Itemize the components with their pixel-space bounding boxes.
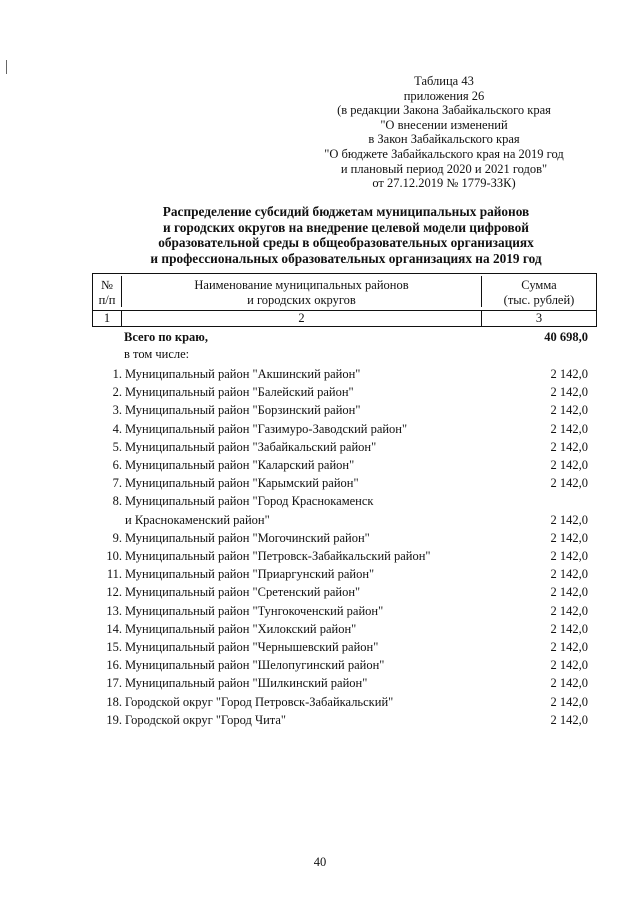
row-number: 4. (112, 421, 122, 436)
row-number: 15. (106, 640, 122, 655)
row-amount: 2 142,0 (550, 549, 588, 564)
table-row (92, 711, 595, 729)
total-label: Всего по краю, (124, 330, 208, 344)
row-number: 3. (112, 403, 122, 418)
header-line: "О бюджете Забайкальского края на 2019 год (324, 146, 564, 161)
row-number: 9. (112, 530, 122, 545)
row-amount: 2 142,0 (550, 585, 588, 600)
table-row (92, 401, 595, 419)
row-number: 7. (112, 476, 122, 491)
column-number: 2 (122, 311, 482, 326)
row-name: Муниципальный район "Шилкинский район" (125, 676, 368, 691)
row-name: Муниципальный район "Балейский район" (125, 385, 354, 400)
row-number: 1. (112, 367, 122, 381)
table-body (92, 330, 595, 729)
including-label: в том числе: (124, 347, 190, 361)
header-text: (тыс. рублей) (503, 292, 575, 307)
header-text: и городских округов (247, 292, 356, 307)
title-line: Распределение субсидий бюджетам муниципальных районов (162, 204, 530, 219)
header-line: приложения 26 (403, 88, 485, 103)
header-text: Наименование муниципальных районов (194, 278, 409, 292)
row-name-continuation: и Краснокаменский район" (125, 512, 270, 527)
table-row (92, 656, 595, 674)
table-row (92, 365, 595, 383)
row-amount: 2 142,0 (550, 458, 588, 473)
row-amount: 2 142,0 (550, 530, 588, 545)
row-name: Муниципальный район "Могочинский район" (125, 530, 370, 545)
table-row (92, 474, 595, 492)
row-name: Муниципальный район "Приаргунский район" (125, 567, 375, 582)
row-number: 11. (106, 567, 122, 582)
row-name: Муниципальный район "Сретенский район" (125, 585, 361, 600)
row-amount: 2 142,0 (550, 567, 588, 582)
header-line: "О внесении изменений (380, 117, 508, 132)
title-line: образовательной среды в общеобразовательных организациях (158, 235, 534, 251)
row-name: Муниципальный район "Город Краснокаменск (125, 494, 374, 509)
row-name: Городской округ "Город Чита" (125, 712, 287, 727)
row-amount: 2 142,0 (550, 421, 588, 436)
header-line: в Закон Забайкальского края (368, 132, 520, 147)
including-row (92, 347, 595, 365)
column-header-amount (482, 276, 596, 307)
table-row (92, 693, 595, 711)
column-number-row (93, 310, 596, 327)
row-number: 2. (112, 385, 122, 400)
row-amount: 2 142,0 (550, 439, 588, 454)
title-line: и профессиональных образовательных организациях на 2019 год (150, 250, 542, 266)
table-row (92, 383, 595, 401)
header-line: Таблица 43 (414, 74, 474, 88)
row-amount: 2 142,0 (550, 694, 588, 709)
header-text: п/п (98, 292, 116, 307)
row-amount: 2 142,0 (550, 512, 588, 527)
row-number: 16. (106, 658, 122, 673)
row-name: Муниципальный район "Карымский район" (125, 476, 359, 491)
row-number: 10. (106, 549, 122, 564)
appendix-header (290, 74, 598, 191)
row-amount: 2 142,0 (550, 676, 588, 691)
table-row (92, 620, 595, 638)
row-number: 12. (106, 585, 122, 600)
row-name: Муниципальный район "Акшинский район" (125, 367, 361, 381)
column-number: 1 (93, 311, 122, 326)
row-name: Муниципальный район "Борзинский район" (125, 403, 361, 418)
table-header (92, 273, 597, 327)
row-name: Муниципальный район "Тунгокоченский район" (125, 603, 384, 618)
header-line: и плановый период 2020 и 2021 годов" (340, 161, 548, 176)
row-amount: 2 142,0 (550, 640, 588, 655)
document-title (96, 204, 596, 266)
row-name: Муниципальный район "Газимуро-Заводский район" (125, 421, 408, 436)
total-row (92, 330, 595, 347)
row-number: 8. (112, 494, 122, 509)
column-header-name (122, 276, 482, 307)
table-row (92, 420, 595, 438)
row-name: Городской округ "Город Петровск-Забайкальский" (125, 694, 394, 709)
header-text: № (101, 278, 113, 292)
table-row (92, 674, 595, 692)
row-amount: 2 142,0 (550, 385, 588, 400)
row-name: Муниципальный район "Хилокский район" (125, 621, 357, 636)
row-amount: 2 142,0 (550, 476, 588, 491)
table-header-row (93, 274, 596, 310)
table-row (92, 529, 595, 547)
row-name: Муниципальный район "Петровск-Забайкальский район" (125, 549, 431, 564)
column-header-number (93, 276, 122, 307)
table-row (92, 492, 595, 528)
header-text: Сумма (521, 278, 557, 292)
row-amount: 2 142,0 (550, 658, 588, 673)
row-amount: 2 142,0 (550, 603, 588, 618)
row-name: Муниципальный район "Чернышевский район" (125, 640, 379, 655)
row-number: 19. (106, 712, 122, 727)
table-row (92, 565, 595, 583)
column-number: 3 (535, 311, 543, 325)
table-row (92, 456, 595, 474)
row-amount: 2 142,0 (550, 367, 588, 381)
header-line: от 27.12.2019 № 1779-ЗЗК) (372, 176, 516, 191)
page-number: 40 (313, 855, 327, 869)
row-number: 17. (106, 676, 122, 691)
table-row (92, 583, 595, 601)
total-amount: 40 698,0 (544, 330, 588, 344)
row-number: 13. (106, 603, 122, 618)
row-amount: 2 142,0 (550, 403, 588, 418)
table-row (92, 602, 595, 620)
title-line: и городских округов на внедрение целевой модели цифровой (163, 219, 529, 235)
scan-margin-mark (6, 60, 7, 74)
row-name: Муниципальный район "Шелопугинский район" (125, 658, 385, 673)
row-number: 6. (112, 458, 122, 473)
table-row (92, 438, 595, 456)
row-name: Муниципальный район "Забайкальский район" (125, 439, 377, 454)
row-name: Муниципальный район "Каларский район" (125, 458, 355, 473)
table-row (92, 547, 595, 565)
row-number: 14. (106, 621, 122, 636)
table-row (92, 638, 595, 656)
row-number: 18. (106, 694, 122, 709)
row-amount: 2 142,0 (550, 712, 588, 727)
row-number: 5. (112, 439, 122, 454)
row-amount: 2 142,0 (550, 621, 588, 636)
header-line: (в редакции Закона Забайкальского края (337, 103, 551, 118)
